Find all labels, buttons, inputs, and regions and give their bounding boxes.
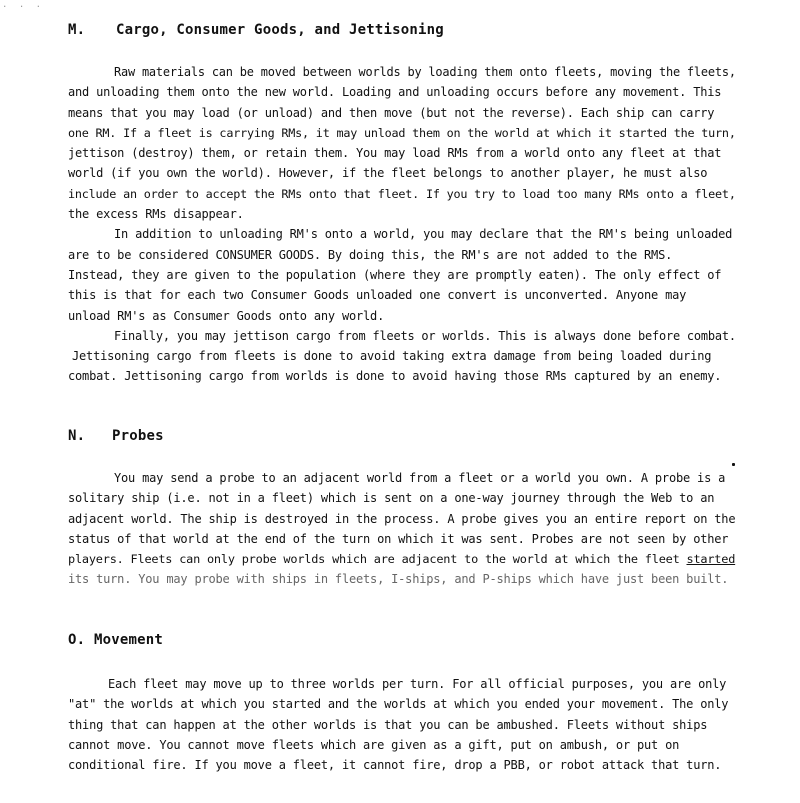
section-m-line-1: Raw materials can be moved between worlds by loading them onto fleets, moving the fleets, [114, 65, 736, 79]
section-m-heading [68, 22, 444, 38]
section-m-line-15: Jettisoning cargo from fleets is done to avoid taking extra damage from being loaded during [72, 349, 712, 364]
section-m-line-4: one RM. If a fleet is carrying RMs, it may unload them on the world at which it started the turn, [68, 125, 736, 140]
section-n-heading [68, 428, 164, 444]
section-n-title: Probes [112, 428, 164, 444]
section-m-line-2: and unloading them onto the new world. Loading and unloading occurs before any movement. This [68, 85, 722, 100]
underlined-started: started [686, 552, 736, 567]
section-m-code: M. [68, 22, 86, 38]
section-n-line-6: its turn. You may probe with ships in fleets, I-ships, and P-ships which have just been built. [68, 572, 729, 587]
section-m-line-16: combat. Jettisoning cargo from worlds is done to avoid having those RMs captured by an enemy. [68, 369, 722, 384]
section-m-line-10: are to be considered CONSUMER GOODS. By doing this, the RM's are not added to the RMS. [68, 247, 673, 262]
section-o-title: Movement [94, 632, 164, 648]
section-n-line-3: adjacent world. The ship is destroyed in the process. A probe gives you an entire report on the [68, 511, 736, 526]
section-o-line-4: cannot move. You cannot move fleets which are given as a gift, put on ambush, or put on [68, 737, 680, 752]
section-n-line-4: status of that world at the end of the turn on which it was sent. Probes are not seen by other [68, 531, 729, 546]
section-o-code: O. [68, 632, 86, 648]
section-o-line-3: thing that can happen at the other worlds is that you can be ambushed. Fleets without ships [68, 717, 708, 732]
section-m-body [68, 62, 736, 387]
section-m-line-5: jettison (destroy) them, or retain them. You may load RMs from a world onto any fleet at that [68, 146, 722, 161]
section-o-line-2: "at" the worlds at which you started and the worlds at which you ended your movement. The only [68, 697, 729, 712]
scan-speckles: . . . [2, 0, 45, 10]
section-o-line-1: Each fleet may move up to three worlds per turn. For all official purposes, you are only [108, 677, 727, 691]
section-n-line-5 [68, 549, 736, 569]
stray-mark [732, 463, 735, 466]
section-n-line-2: solitary ship (i.e. not in a fleet) which is sent on a one-way journey through the Web to an [68, 491, 715, 506]
section-m-line-12: this is that for each two Consumer Goods unloaded one convert is unconverted. Anyone may [68, 288, 687, 303]
section-n-body [68, 468, 736, 590]
section-o-body [68, 674, 736, 775]
section-m-title: Cargo, Consumer Goods, and Jettisoning [116, 22, 444, 38]
section-m-line-8: the excess RMs disappear. [68, 207, 244, 222]
section-m-line-3: means that you may load (or unload) and then move (but not the reverse). Each ship can carry [68, 105, 715, 120]
section-n-code: N. [68, 428, 86, 444]
section-m-line-13: unload RM's as Consumer Goods onto any world. [68, 308, 385, 323]
section-o-line-5: conditional fire. If you move a fleet, it cannot fire, drop a PBB, or robot attack that turn. [68, 758, 722, 773]
section-n-line-1: You may send a probe to an adjacent world from a fleet or a world you own. A probe is a [114, 471, 726, 485]
section-o-heading [68, 632, 163, 648]
section-m-line-11: Instead, they are given to the population (where they are promptly eaten). The only effect of [68, 267, 722, 282]
section-m-line-7: include an order to accept the RMs onto that fleet. If you try to load too many RMs onto a fleet, [68, 186, 736, 201]
section-m-line-6: world (if you own the world). However, if the fleet belongs to another player, he must also [68, 166, 708, 181]
section-n-line-5-text: players. Fleets can only probe worlds which are adjacent to the world at which the fleet [68, 552, 680, 567]
section-m-line-9: In addition to unloading RM's onto a world, you may declare that the RM's being unloaded [114, 227, 733, 242]
section-m-line-14: Finally, you may jettison cargo from fleets or worlds. This is always done before combat. [114, 328, 736, 343]
